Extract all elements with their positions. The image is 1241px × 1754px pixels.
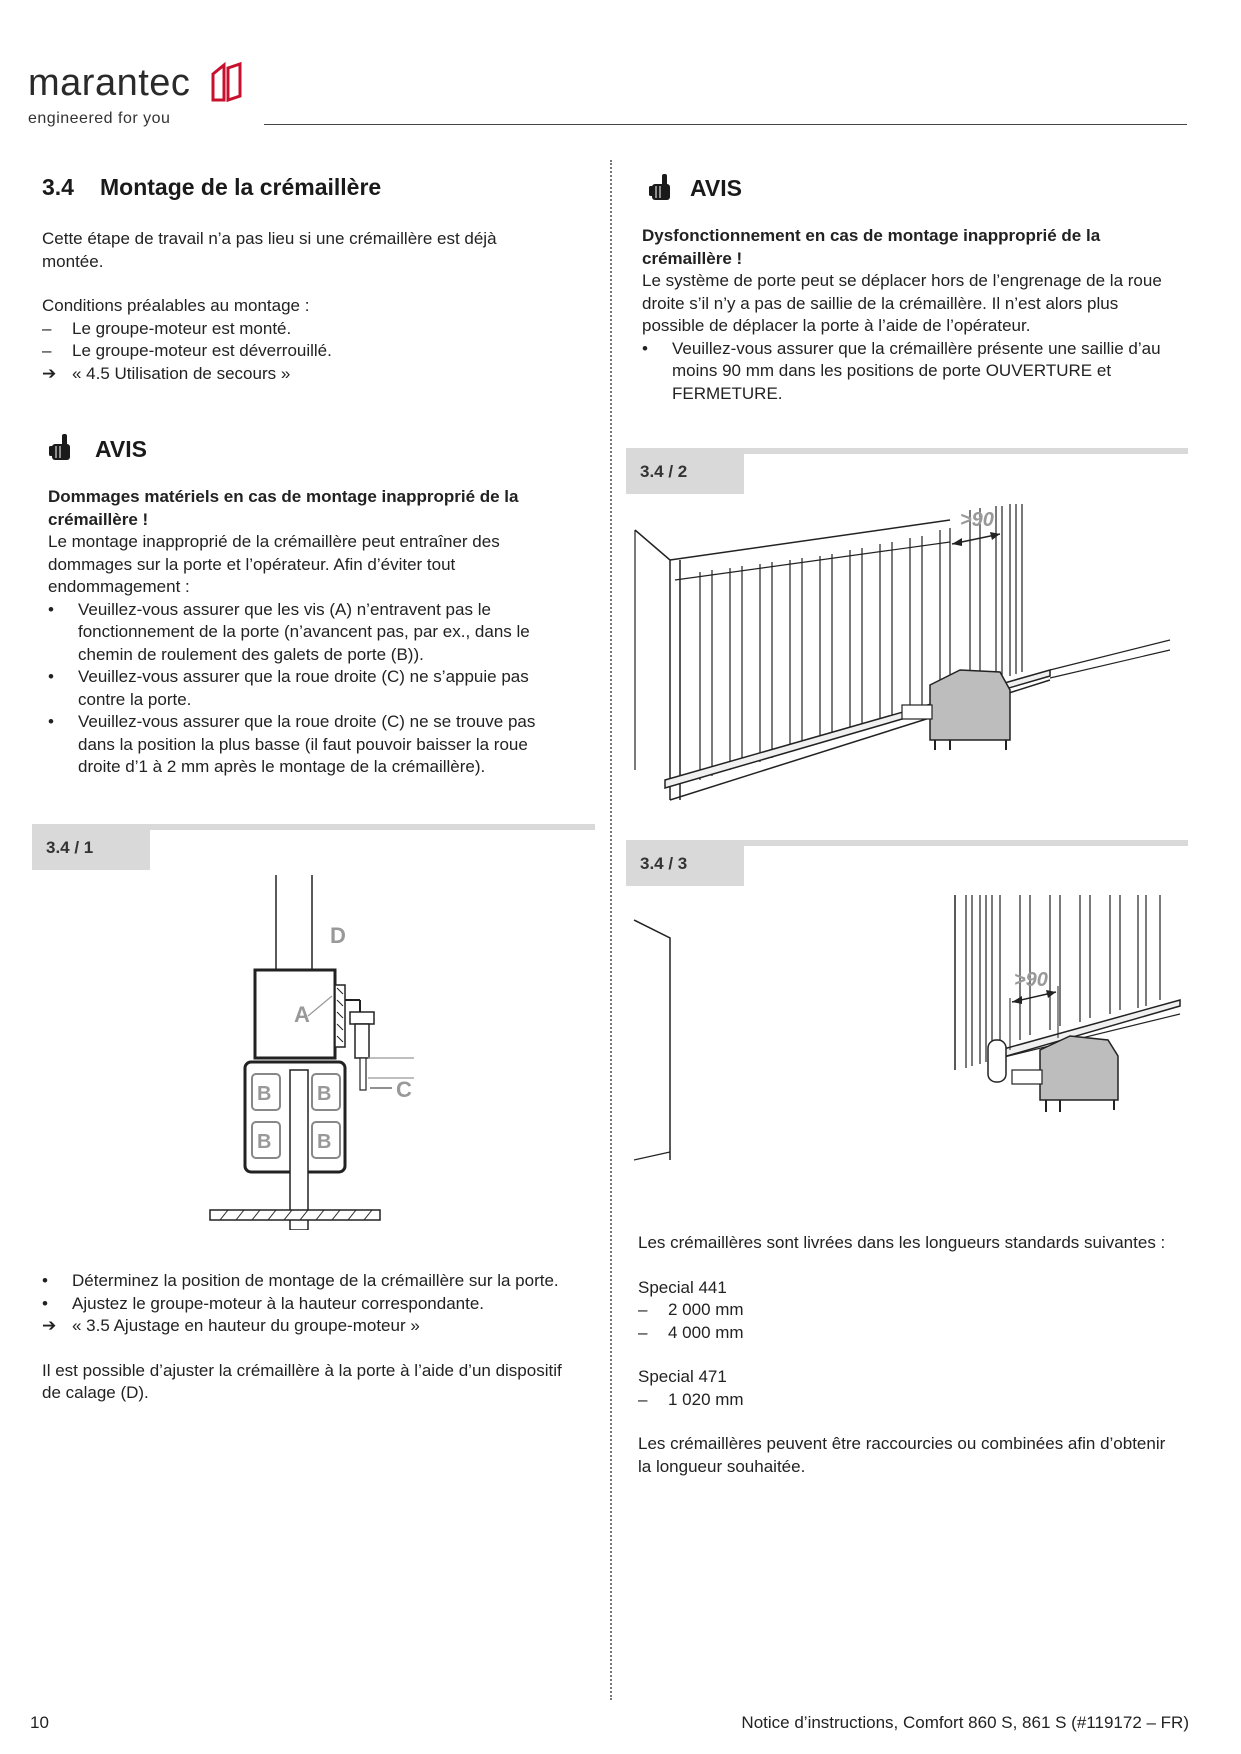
label-b: B bbox=[257, 1083, 272, 1105]
notice-list bbox=[48, 599, 568, 779]
special-471-title: Special 471 bbox=[638, 1367, 727, 1386]
list-item: • Veuillez-vous assurer que la crémaillère présente une saillie d’au moins 90 mm dans les positions de porte OUVERTURE et FERMETURE. bbox=[642, 338, 1161, 403]
list-item: • Veuillez-vous assurer que la roue droite (C) ne se trouve pas dans la position la plus basse (il faut pouvoir baisser la roue droite d’1 à 2 mm après le montage de la crémaillère). bbox=[48, 712, 536, 776]
closing-text: Il est possible d’ajuster la crémaillère à la porte à l’aide d’un dispositif de calage (D). bbox=[42, 1360, 562, 1402]
list-item: – Le groupe-moteur est déverrouillé. bbox=[42, 340, 562, 363]
steps-block bbox=[42, 1270, 562, 1405]
list-item: – 2 000 mm bbox=[638, 1300, 744, 1319]
list-item: • Ajustez le groupe-moteur à la hauteur correspondante. bbox=[42, 1293, 485, 1313]
notice-text: Le système de porte peut se déplacer hors de l’engrenage de la roue droite s’il n’y a pas de saillie de la crémaillère. Il n’est alors plus possible de déplacer la porte à l’aide de l’opérateur. bbox=[642, 271, 1162, 335]
label-b: B bbox=[257, 1131, 272, 1153]
list-item: • Veuillez-vous assurer que les vis (A) n’entravent pas le fonctionnement de la porte (n’avancent pas, par ex., dans le chemin de roulement des galets de porte (B)). bbox=[48, 599, 530, 664]
lengths-intro: Les crémaillères sont livrées dans les longueurs standards suivantes : bbox=[638, 1233, 1166, 1252]
lengths-block bbox=[638, 1232, 1178, 1478]
special-471-list bbox=[638, 1389, 1178, 1412]
cross-reference-link[interactable]: ➔ « 3.5 Ajustage en hauteur du groupe-moteur » bbox=[42, 1315, 562, 1338]
label-a: A bbox=[294, 1002, 310, 1027]
gate-overhang-open-diagram bbox=[630, 500, 1190, 810]
intro-text: Cette étape de travail n’a pas lieu si une crémaillère est déjà montée. bbox=[42, 229, 497, 271]
list-marker: – bbox=[42, 318, 52, 338]
special-441-title: Special 441 bbox=[638, 1277, 727, 1297]
brand-name: marantec bbox=[28, 62, 191, 104]
notice-title: AVIS bbox=[95, 436, 147, 462]
list-item: • Déterminez la position de montage de la crémaillère sur la porte. bbox=[42, 1271, 559, 1290]
section-heading bbox=[42, 174, 602, 201]
gate-overhang-closed-diagram bbox=[630, 890, 1190, 1190]
intro-block bbox=[42, 228, 562, 385]
pointing-hand-icon bbox=[48, 432, 76, 462]
brand-logo-icon bbox=[210, 60, 244, 106]
section-title: Montage de la crémaillère bbox=[99, 174, 382, 200]
special-441-list bbox=[638, 1299, 1178, 1344]
page-number: 10 bbox=[30, 1713, 49, 1732]
notice-heading: Dommages matériels en cas de montage inapproprié de la crémaillère ! bbox=[48, 487, 519, 529]
figure-label: 3.4 / 3 bbox=[626, 842, 744, 886]
list-item: – Le groupe-moteur est monté. bbox=[42, 318, 562, 341]
rack-mounting-diagram bbox=[200, 870, 440, 1230]
header-rule bbox=[264, 124, 1187, 125]
conditions-list bbox=[42, 318, 562, 386]
conditions-label: Conditions préalables au montage : bbox=[42, 296, 310, 315]
label-b: B bbox=[317, 1083, 332, 1105]
notice-list bbox=[642, 338, 1174, 406]
notice-heading: Dysfonctionnement en cas de montage inapproprié de la crémaillère ! bbox=[642, 226, 1101, 268]
label-b: B bbox=[317, 1131, 332, 1153]
arrow-icon: ➔ bbox=[42, 363, 57, 383]
figure-label: 3.4 / 1 bbox=[32, 826, 150, 870]
pointing-hand-icon bbox=[648, 172, 676, 202]
closing-text: Les crémaillères peuvent être raccourcies ou combinées afin d’obtenir la longueur souhaitée. bbox=[638, 1434, 1166, 1476]
dimension-label: >90 bbox=[1014, 969, 1048, 991]
label-d: D bbox=[330, 923, 346, 948]
brand-tagline: engineered for you bbox=[28, 110, 171, 127]
arrow-icon: ➔ bbox=[42, 1316, 57, 1335]
list-item: – 1 020 mm bbox=[638, 1389, 744, 1409]
notice-block bbox=[642, 225, 1174, 405]
label-c: C bbox=[396, 1077, 412, 1102]
cross-reference-link[interactable]: ➔ « 4.5 Utilisation de secours » bbox=[42, 363, 562, 386]
notice-title: AVIS bbox=[690, 175, 742, 201]
list-item: • Veuillez-vous assurer que la roue droite (C) ne s’appuie pas contre la porte. bbox=[48, 667, 529, 709]
document-title: Notice d’instructions, Comfort 860 S, 861 S (#119172 – FR) bbox=[741, 1713, 1189, 1732]
notice-block bbox=[48, 486, 568, 779]
list-marker: – bbox=[42, 341, 52, 360]
list-item: – 4 000 mm bbox=[638, 1322, 744, 1342]
notice-text: Le montage inapproprié de la crémaillère peut entraîner des dommages sur la porte et l’opérateur. Afin d’éviter tout endommagement : bbox=[48, 532, 500, 596]
section-number: 3.4 bbox=[42, 174, 74, 200]
dimension-label: >90 bbox=[960, 509, 994, 531]
column-divider bbox=[610, 160, 612, 1700]
figure-label: 3.4 / 2 bbox=[626, 450, 744, 494]
steps-list bbox=[42, 1270, 562, 1338]
